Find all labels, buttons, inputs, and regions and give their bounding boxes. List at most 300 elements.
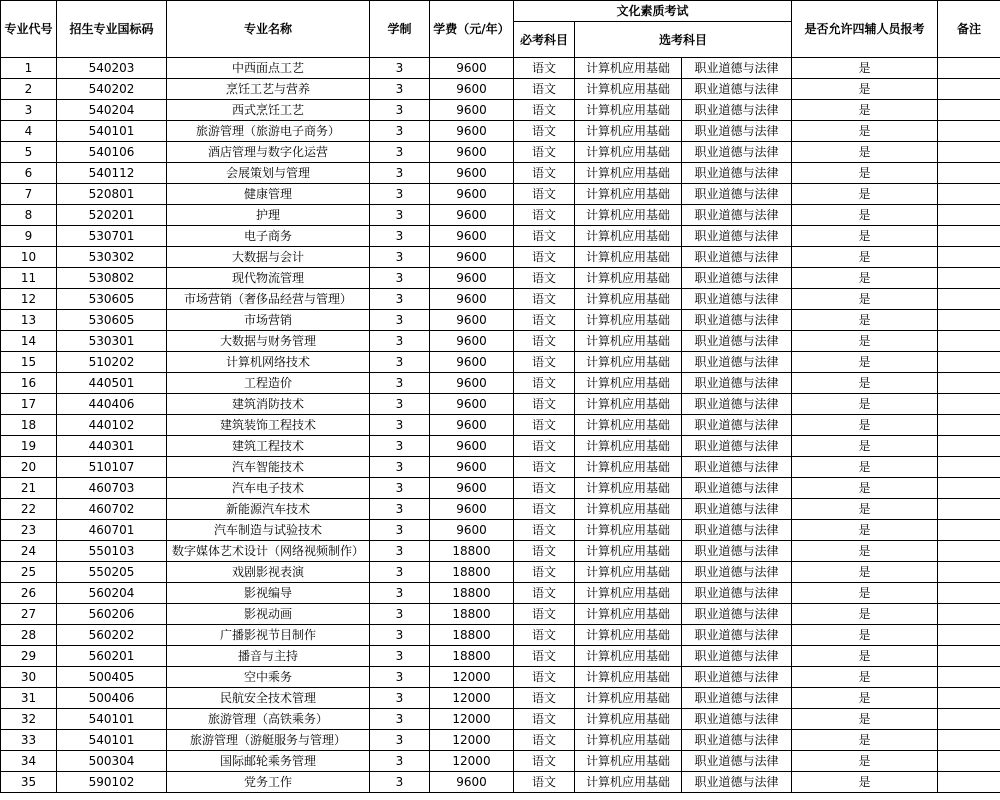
cell-major-name: 酒店管理与数字化运营 bbox=[167, 142, 370, 163]
header-national-code: 招生专业国标码 bbox=[57, 1, 167, 58]
cell-duration: 3 bbox=[370, 583, 430, 604]
cell-duration: 3 bbox=[370, 457, 430, 478]
cell-code: 5 bbox=[1, 142, 57, 163]
cell-notes bbox=[938, 562, 1000, 583]
cell-national-code: 460703 bbox=[57, 478, 167, 499]
cell-major-name: 中西面点工艺 bbox=[167, 58, 370, 79]
cell-tuition: 9600 bbox=[430, 436, 514, 457]
cell-tuition: 9600 bbox=[430, 310, 514, 331]
cell-duration: 3 bbox=[370, 163, 430, 184]
cell-code: 19 bbox=[1, 436, 57, 457]
cell-required-subject: 语文 bbox=[514, 163, 575, 184]
cell-duration: 3 bbox=[370, 625, 430, 646]
cell-national-code: 530302 bbox=[57, 247, 167, 268]
table-header bbox=[1, 1, 1000, 58]
cell-allow-auxiliary: 是 bbox=[792, 625, 938, 646]
cell-code: 23 bbox=[1, 520, 57, 541]
cell-elective-subject-1: 计算机应用基础 bbox=[575, 58, 682, 79]
cell-duration: 3 bbox=[370, 247, 430, 268]
cell-duration: 3 bbox=[370, 772, 430, 793]
cell-code: 10 bbox=[1, 247, 57, 268]
header-code: 专业代号 bbox=[1, 1, 57, 58]
table-row bbox=[1, 100, 1000, 121]
cell-major-name: 西式烹饪工艺 bbox=[167, 100, 370, 121]
cell-allow-auxiliary: 是 bbox=[792, 121, 938, 142]
cell-duration: 3 bbox=[370, 646, 430, 667]
cell-notes bbox=[938, 226, 1000, 247]
cell-elective-subject-1: 计算机应用基础 bbox=[575, 205, 682, 226]
table-row bbox=[1, 436, 1000, 457]
cell-elective-subject-1: 计算机应用基础 bbox=[575, 541, 682, 562]
cell-required-subject: 语文 bbox=[514, 121, 575, 142]
cell-code: 22 bbox=[1, 499, 57, 520]
cell-duration: 3 bbox=[370, 688, 430, 709]
cell-notes bbox=[938, 394, 1000, 415]
cell-tuition: 9600 bbox=[430, 520, 514, 541]
cell-allow-auxiliary: 是 bbox=[792, 646, 938, 667]
table-row bbox=[1, 58, 1000, 79]
cell-elective-subject-1: 计算机应用基础 bbox=[575, 121, 682, 142]
cell-notes bbox=[938, 730, 1000, 751]
cell-required-subject: 语文 bbox=[514, 604, 575, 625]
cell-national-code: 530605 bbox=[57, 289, 167, 310]
cell-notes bbox=[938, 751, 1000, 772]
cell-duration: 3 bbox=[370, 415, 430, 436]
cell-major-name: 汽车电子技术 bbox=[167, 478, 370, 499]
cell-elective-subject-1: 计算机应用基础 bbox=[575, 226, 682, 247]
cell-major-name: 民航安全技术管理 bbox=[167, 688, 370, 709]
cell-elective-subject-1: 计算机应用基础 bbox=[575, 310, 682, 331]
cell-required-subject: 语文 bbox=[514, 625, 575, 646]
cell-required-subject: 语文 bbox=[514, 709, 575, 730]
cell-major-name: 国际邮轮乘务管理 bbox=[167, 751, 370, 772]
cell-code: 31 bbox=[1, 688, 57, 709]
cell-tuition: 9600 bbox=[430, 268, 514, 289]
cell-elective-subject-2: 职业道德与法律 bbox=[682, 121, 792, 142]
table-row bbox=[1, 688, 1000, 709]
cell-required-subject: 语文 bbox=[514, 226, 575, 247]
cell-duration: 3 bbox=[370, 331, 430, 352]
cell-elective-subject-2: 职业道德与法律 bbox=[682, 646, 792, 667]
cell-national-code: 560204 bbox=[57, 583, 167, 604]
cell-major-name: 市场营销 bbox=[167, 310, 370, 331]
cell-allow-auxiliary: 是 bbox=[792, 541, 938, 562]
cell-allow-auxiliary: 是 bbox=[792, 772, 938, 793]
cell-national-code: 540101 bbox=[57, 709, 167, 730]
cell-allow-auxiliary: 是 bbox=[792, 499, 938, 520]
cell-major-name: 护理 bbox=[167, 205, 370, 226]
cell-duration: 3 bbox=[370, 562, 430, 583]
cell-elective-subject-2: 职业道德与法律 bbox=[682, 289, 792, 310]
cell-required-subject: 语文 bbox=[514, 373, 575, 394]
cell-code: 26 bbox=[1, 583, 57, 604]
cell-national-code: 530802 bbox=[57, 268, 167, 289]
cell-national-code: 460701 bbox=[57, 520, 167, 541]
cell-major-name: 计算机网络技术 bbox=[167, 352, 370, 373]
cell-code: 20 bbox=[1, 457, 57, 478]
cell-national-code: 520201 bbox=[57, 205, 167, 226]
cell-required-subject: 语文 bbox=[514, 205, 575, 226]
header-notes: 备注 bbox=[938, 1, 1000, 58]
cell-required-subject: 语文 bbox=[514, 562, 575, 583]
cell-elective-subject-1: 计算机应用基础 bbox=[575, 184, 682, 205]
table-row bbox=[1, 457, 1000, 478]
cell-notes bbox=[938, 436, 1000, 457]
cell-required-subject: 语文 bbox=[514, 331, 575, 352]
header-elective-subjects: 选考科目 bbox=[575, 22, 792, 58]
cell-required-subject: 语文 bbox=[514, 394, 575, 415]
cell-allow-auxiliary: 是 bbox=[792, 289, 938, 310]
cell-allow-auxiliary: 是 bbox=[792, 520, 938, 541]
cell-major-name: 新能源汽车技术 bbox=[167, 499, 370, 520]
table-row bbox=[1, 289, 1000, 310]
cell-tuition: 9600 bbox=[430, 499, 514, 520]
cell-elective-subject-2: 职业道德与法律 bbox=[682, 520, 792, 541]
cell-required-subject: 语文 bbox=[514, 520, 575, 541]
cell-duration: 3 bbox=[370, 520, 430, 541]
cell-notes bbox=[938, 289, 1000, 310]
cell-tuition: 12000 bbox=[430, 709, 514, 730]
cell-duration: 3 bbox=[370, 394, 430, 415]
cell-code: 32 bbox=[1, 709, 57, 730]
cell-allow-auxiliary: 是 bbox=[792, 751, 938, 772]
table-row bbox=[1, 499, 1000, 520]
cell-notes bbox=[938, 268, 1000, 289]
cell-major-name: 数字媒体艺术设计（网络视频制作） bbox=[167, 541, 370, 562]
cell-notes bbox=[938, 247, 1000, 268]
header-duration: 学制 bbox=[370, 1, 430, 58]
cell-required-subject: 语文 bbox=[514, 310, 575, 331]
cell-national-code: 460702 bbox=[57, 499, 167, 520]
cell-elective-subject-2: 职业道德与法律 bbox=[682, 541, 792, 562]
cell-elective-subject-1: 计算机应用基础 bbox=[575, 436, 682, 457]
cell-tuition: 9600 bbox=[430, 415, 514, 436]
cell-duration: 3 bbox=[370, 121, 430, 142]
cell-code: 15 bbox=[1, 352, 57, 373]
table-row bbox=[1, 268, 1000, 289]
cell-tuition: 12000 bbox=[430, 751, 514, 772]
cell-tuition: 18800 bbox=[430, 541, 514, 562]
cell-notes bbox=[938, 667, 1000, 688]
cell-elective-subject-2: 职业道德与法律 bbox=[682, 436, 792, 457]
cell-code: 2 bbox=[1, 79, 57, 100]
cell-elective-subject-2: 职业道德与法律 bbox=[682, 730, 792, 751]
cell-required-subject: 语文 bbox=[514, 436, 575, 457]
table-row bbox=[1, 730, 1000, 751]
cell-duration: 3 bbox=[370, 478, 430, 499]
cell-duration: 3 bbox=[370, 499, 430, 520]
cell-notes bbox=[938, 625, 1000, 646]
cell-duration: 3 bbox=[370, 310, 430, 331]
cell-tuition: 9600 bbox=[430, 163, 514, 184]
table-row bbox=[1, 772, 1000, 793]
cell-code: 4 bbox=[1, 121, 57, 142]
cell-elective-subject-1: 计算机应用基础 bbox=[575, 142, 682, 163]
cell-allow-auxiliary: 是 bbox=[792, 205, 938, 226]
cell-elective-subject-1: 计算机应用基础 bbox=[575, 352, 682, 373]
cell-required-subject: 语文 bbox=[514, 646, 575, 667]
cell-notes bbox=[938, 79, 1000, 100]
cell-notes bbox=[938, 352, 1000, 373]
header-culture-exam: 文化素质考试 bbox=[514, 1, 792, 22]
cell-elective-subject-2: 职业道德与法律 bbox=[682, 247, 792, 268]
cell-tuition: 9600 bbox=[430, 352, 514, 373]
cell-duration: 3 bbox=[370, 541, 430, 562]
cell-national-code: 550103 bbox=[57, 541, 167, 562]
cell-required-subject: 语文 bbox=[514, 457, 575, 478]
cell-notes bbox=[938, 604, 1000, 625]
cell-allow-auxiliary: 是 bbox=[792, 688, 938, 709]
cell-code: 33 bbox=[1, 730, 57, 751]
cell-major-name: 汽车制造与试验技术 bbox=[167, 520, 370, 541]
table-row bbox=[1, 226, 1000, 247]
table-row bbox=[1, 121, 1000, 142]
cell-major-name: 烹饪工艺与营养 bbox=[167, 79, 370, 100]
cell-major-name: 旅游管理（游艇服务与管理） bbox=[167, 730, 370, 751]
cell-elective-subject-1: 计算机应用基础 bbox=[575, 79, 682, 100]
cell-elective-subject-2: 职业道德与法律 bbox=[682, 373, 792, 394]
cell-notes bbox=[938, 310, 1000, 331]
cell-tuition: 9600 bbox=[430, 289, 514, 310]
cell-allow-auxiliary: 是 bbox=[792, 583, 938, 604]
cell-national-code: 590102 bbox=[57, 772, 167, 793]
cell-tuition: 12000 bbox=[430, 667, 514, 688]
cell-elective-subject-1: 计算机应用基础 bbox=[575, 268, 682, 289]
table-row bbox=[1, 646, 1000, 667]
cell-major-name: 影视动画 bbox=[167, 604, 370, 625]
cell-code: 12 bbox=[1, 289, 57, 310]
cell-elective-subject-2: 职业道德与法律 bbox=[682, 226, 792, 247]
cell-tuition: 9600 bbox=[430, 373, 514, 394]
cell-required-subject: 语文 bbox=[514, 688, 575, 709]
cell-major-name: 工程造价 bbox=[167, 373, 370, 394]
cell-duration: 3 bbox=[370, 352, 430, 373]
cell-allow-auxiliary: 是 bbox=[792, 247, 938, 268]
cell-duration: 3 bbox=[370, 730, 430, 751]
cell-national-code: 560201 bbox=[57, 646, 167, 667]
cell-elective-subject-1: 计算机应用基础 bbox=[575, 394, 682, 415]
cell-allow-auxiliary: 是 bbox=[792, 415, 938, 436]
table-row bbox=[1, 751, 1000, 772]
cell-code: 1 bbox=[1, 58, 57, 79]
cell-major-name: 空中乘务 bbox=[167, 667, 370, 688]
cell-duration: 3 bbox=[370, 79, 430, 100]
cell-major-name: 现代物流管理 bbox=[167, 268, 370, 289]
cell-major-name: 汽车智能技术 bbox=[167, 457, 370, 478]
cell-code: 34 bbox=[1, 751, 57, 772]
cell-required-subject: 语文 bbox=[514, 142, 575, 163]
cell-allow-auxiliary: 是 bbox=[792, 373, 938, 394]
header-major-name: 专业名称 bbox=[167, 1, 370, 58]
cell-elective-subject-2: 职业道德与法律 bbox=[682, 100, 792, 121]
cell-code: 28 bbox=[1, 625, 57, 646]
cell-duration: 3 bbox=[370, 142, 430, 163]
cell-notes bbox=[938, 688, 1000, 709]
cell-national-code: 500405 bbox=[57, 667, 167, 688]
cell-tuition: 9600 bbox=[430, 394, 514, 415]
cell-national-code: 510107 bbox=[57, 457, 167, 478]
cell-national-code: 530701 bbox=[57, 226, 167, 247]
cell-elective-subject-1: 计算机应用基础 bbox=[575, 583, 682, 604]
cell-elective-subject-2: 职业道德与法律 bbox=[682, 562, 792, 583]
cell-notes bbox=[938, 709, 1000, 730]
table-row bbox=[1, 625, 1000, 646]
cell-allow-auxiliary: 是 bbox=[792, 268, 938, 289]
cell-allow-auxiliary: 是 bbox=[792, 604, 938, 625]
cell-national-code: 500304 bbox=[57, 751, 167, 772]
cell-national-code: 520801 bbox=[57, 184, 167, 205]
cell-elective-subject-1: 计算机应用基础 bbox=[575, 646, 682, 667]
header-tuition: 学费（元/年） bbox=[430, 1, 514, 58]
cell-tuition: 9600 bbox=[430, 100, 514, 121]
cell-major-name: 大数据与会计 bbox=[167, 247, 370, 268]
cell-elective-subject-2: 职业道德与法律 bbox=[682, 583, 792, 604]
cell-required-subject: 语文 bbox=[514, 730, 575, 751]
cell-elective-subject-1: 计算机应用基础 bbox=[575, 772, 682, 793]
cell-required-subject: 语文 bbox=[514, 415, 575, 436]
cell-tuition: 9600 bbox=[430, 331, 514, 352]
cell-required-subject: 语文 bbox=[514, 499, 575, 520]
cell-allow-auxiliary: 是 bbox=[792, 394, 938, 415]
header-required-subject: 必考科目 bbox=[514, 22, 575, 58]
cell-major-name: 电子商务 bbox=[167, 226, 370, 247]
cell-required-subject: 语文 bbox=[514, 100, 575, 121]
cell-tuition: 9600 bbox=[430, 478, 514, 499]
cell-duration: 3 bbox=[370, 604, 430, 625]
cell-elective-subject-2: 职业道德与法律 bbox=[682, 142, 792, 163]
cell-major-name: 会展策划与管理 bbox=[167, 163, 370, 184]
cell-tuition: 9600 bbox=[430, 121, 514, 142]
cell-code: 3 bbox=[1, 100, 57, 121]
cell-duration: 3 bbox=[370, 667, 430, 688]
cell-elective-subject-2: 职业道德与法律 bbox=[682, 457, 792, 478]
cell-tuition: 12000 bbox=[430, 688, 514, 709]
cell-allow-auxiliary: 是 bbox=[792, 730, 938, 751]
cell-elective-subject-1: 计算机应用基础 bbox=[575, 457, 682, 478]
cell-elective-subject-2: 职业道德与法律 bbox=[682, 772, 792, 793]
cell-required-subject: 语文 bbox=[514, 79, 575, 100]
cell-allow-auxiliary: 是 bbox=[792, 331, 938, 352]
cell-elective-subject-2: 职业道德与法律 bbox=[682, 352, 792, 373]
cell-elective-subject-2: 职业道德与法律 bbox=[682, 499, 792, 520]
cell-notes bbox=[938, 772, 1000, 793]
cell-elective-subject-2: 职业道德与法律 bbox=[682, 310, 792, 331]
cell-national-code: 440301 bbox=[57, 436, 167, 457]
cell-required-subject: 语文 bbox=[514, 184, 575, 205]
cell-elective-subject-2: 职业道德与法律 bbox=[682, 751, 792, 772]
cell-code: 18 bbox=[1, 415, 57, 436]
cell-major-name: 戏剧影视表演 bbox=[167, 562, 370, 583]
cell-national-code: 530301 bbox=[57, 331, 167, 352]
cell-elective-subject-1: 计算机应用基础 bbox=[575, 520, 682, 541]
cell-code: 9 bbox=[1, 226, 57, 247]
header-allow-auxiliary: 是否允许四辅人员报考 bbox=[792, 1, 938, 58]
cell-allow-auxiliary: 是 bbox=[792, 457, 938, 478]
cell-notes bbox=[938, 499, 1000, 520]
cell-allow-auxiliary: 是 bbox=[792, 58, 938, 79]
cell-required-subject: 语文 bbox=[514, 58, 575, 79]
table-row bbox=[1, 520, 1000, 541]
cell-elective-subject-1: 计算机应用基础 bbox=[575, 163, 682, 184]
cell-notes bbox=[938, 520, 1000, 541]
cell-national-code: 540203 bbox=[57, 58, 167, 79]
cell-elective-subject-2: 职业道德与法律 bbox=[682, 394, 792, 415]
cell-major-name: 大数据与财务管理 bbox=[167, 331, 370, 352]
table-row bbox=[1, 142, 1000, 163]
table-row bbox=[1, 541, 1000, 562]
cell-elective-subject-2: 职业道德与法律 bbox=[682, 709, 792, 730]
cell-major-name: 旅游管理（高铁乘务） bbox=[167, 709, 370, 730]
cell-required-subject: 语文 bbox=[514, 247, 575, 268]
cell-duration: 3 bbox=[370, 205, 430, 226]
cell-elective-subject-2: 职业道德与法律 bbox=[682, 205, 792, 226]
cell-required-subject: 语文 bbox=[514, 772, 575, 793]
cell-tuition: 9600 bbox=[430, 184, 514, 205]
cell-major-name: 建筑消防技术 bbox=[167, 394, 370, 415]
cell-allow-auxiliary: 是 bbox=[792, 310, 938, 331]
cell-elective-subject-2: 职业道德与法律 bbox=[682, 415, 792, 436]
cell-elective-subject-2: 职业道德与法律 bbox=[682, 268, 792, 289]
cell-elective-subject-1: 计算机应用基础 bbox=[575, 604, 682, 625]
table-row bbox=[1, 184, 1000, 205]
table-row bbox=[1, 205, 1000, 226]
cell-allow-auxiliary: 是 bbox=[792, 79, 938, 100]
cell-national-code: 540101 bbox=[57, 121, 167, 142]
cell-elective-subject-1: 计算机应用基础 bbox=[575, 478, 682, 499]
cell-duration: 3 bbox=[370, 289, 430, 310]
cell-tuition: 9600 bbox=[430, 247, 514, 268]
cell-notes bbox=[938, 373, 1000, 394]
cell-code: 27 bbox=[1, 604, 57, 625]
cell-notes bbox=[938, 58, 1000, 79]
cell-elective-subject-2: 职业道德与法律 bbox=[682, 478, 792, 499]
cell-tuition: 9600 bbox=[430, 142, 514, 163]
cell-national-code: 530605 bbox=[57, 310, 167, 331]
cell-allow-auxiliary: 是 bbox=[792, 562, 938, 583]
cell-tuition: 18800 bbox=[430, 646, 514, 667]
cell-allow-auxiliary: 是 bbox=[792, 163, 938, 184]
cell-tuition: 9600 bbox=[430, 205, 514, 226]
table-body bbox=[1, 58, 1000, 793]
table-row bbox=[1, 247, 1000, 268]
cell-elective-subject-2: 职业道德与法律 bbox=[682, 331, 792, 352]
table-row bbox=[1, 415, 1000, 436]
cell-code: 30 bbox=[1, 667, 57, 688]
cell-tuition: 18800 bbox=[430, 583, 514, 604]
cell-tuition: 18800 bbox=[430, 604, 514, 625]
cell-elective-subject-1: 计算机应用基础 bbox=[575, 100, 682, 121]
cell-code: 14 bbox=[1, 331, 57, 352]
cell-major-name: 播音与主持 bbox=[167, 646, 370, 667]
cell-elective-subject-2: 职业道德与法律 bbox=[682, 688, 792, 709]
cell-national-code: 540101 bbox=[57, 730, 167, 751]
cell-elective-subject-1: 计算机应用基础 bbox=[575, 751, 682, 772]
cell-elective-subject-2: 职业道德与法律 bbox=[682, 667, 792, 688]
cell-required-subject: 语文 bbox=[514, 352, 575, 373]
table-row bbox=[1, 394, 1000, 415]
table-row bbox=[1, 478, 1000, 499]
cell-elective-subject-1: 计算机应用基础 bbox=[575, 562, 682, 583]
cell-elective-subject-2: 职业道德与法律 bbox=[682, 184, 792, 205]
cell-allow-auxiliary: 是 bbox=[792, 436, 938, 457]
cell-elective-subject-1: 计算机应用基础 bbox=[575, 730, 682, 751]
cell-required-subject: 语文 bbox=[514, 478, 575, 499]
cell-tuition: 9600 bbox=[430, 226, 514, 247]
cell-elective-subject-2: 职业道德与法律 bbox=[682, 79, 792, 100]
cell-national-code: 510202 bbox=[57, 352, 167, 373]
cell-duration: 3 bbox=[370, 226, 430, 247]
table-row bbox=[1, 604, 1000, 625]
